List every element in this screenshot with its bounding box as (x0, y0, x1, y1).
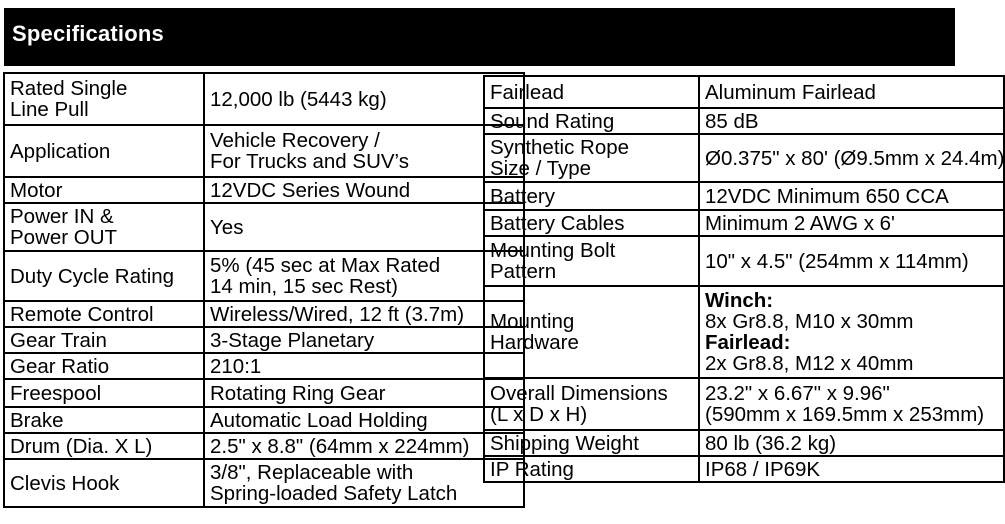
spec-value: Ø0.375" x 80' (Ø9.5mm x 24.4m) (705, 146, 1005, 170)
spec-row (484, 236, 1004, 286)
spec-label-cell (4, 327, 204, 353)
spec-value: Aluminum Fairlead (705, 80, 876, 104)
spec-value-cell (204, 379, 524, 407)
spec-label-cell (4, 433, 204, 459)
spec-label-cell (484, 236, 699, 286)
spec-label: Duty Cycle Rating (10, 264, 175, 288)
spec-value-subheading: Winch: (705, 289, 774, 312)
spec-row (4, 301, 524, 327)
spec-row (484, 134, 1004, 182)
spec-label: Sound Rating (490, 109, 615, 133)
spec-value-cell (204, 327, 524, 353)
left-spec-table (3, 72, 525, 508)
spec-label: Size / Type (490, 157, 592, 180)
spec-label: Power IN & (10, 205, 114, 228)
spec-row (4, 379, 524, 407)
spec-row (484, 456, 1004, 482)
spec-label-cell (4, 353, 204, 379)
spec-row (484, 286, 1004, 378)
spec-value-cell (699, 378, 1004, 430)
spec-row (4, 251, 524, 301)
spec-value: Minimum 2 AWG x 6' (705, 211, 895, 235)
spec-label: Synthetic Rope (490, 136, 630, 159)
spec-value-cell (699, 76, 1004, 108)
spec-label-cell (484, 108, 699, 134)
spec-value-cell (204, 459, 524, 507)
spec-value: (590mm x 169.5mm x 253mm) (705, 403, 985, 426)
spec-row (4, 73, 524, 125)
spec-label: Line Pull (10, 98, 89, 121)
spec-label: Gear Ratio (10, 354, 110, 378)
spec-label-cell (484, 182, 699, 210)
spec-label: Freespool (10, 381, 102, 405)
spec-label: Fairlead (490, 80, 565, 104)
spec-row (4, 353, 524, 379)
spec-label: Remote Control (10, 302, 154, 326)
spec-label: (L x D x H) (490, 403, 588, 426)
spec-label: Battery Cables (490, 211, 625, 235)
spec-value: 12VDC Minimum 650 CCA (705, 184, 949, 208)
spec-label-cell (484, 210, 699, 236)
spec-row (4, 203, 524, 251)
spec-row (4, 177, 524, 203)
spec-label-cell (4, 301, 204, 327)
spec-label-cell (4, 459, 204, 507)
spec-value-cell (204, 125, 524, 177)
spec-value: For Trucks and SUV’s (210, 150, 409, 173)
spec-value-cell (699, 210, 1004, 236)
spec-label-cell (484, 378, 699, 430)
spec-value: 80 lb (36.2 kg) (705, 431, 837, 455)
spec-value-cell (204, 407, 524, 433)
spec-label: Brake (10, 408, 64, 432)
spec-value: Vehicle Recovery / (210, 129, 380, 152)
spec-label-cell (4, 379, 204, 407)
spec-value: Rotating Ring Gear (210, 381, 386, 405)
spec-label-cell (4, 177, 204, 203)
spec-label: Battery (490, 184, 555, 208)
spec-value: 85 dB (705, 109, 759, 133)
spec-label-cell (484, 134, 699, 182)
spec-value: IP68 / IP69K (705, 457, 821, 481)
spec-row (4, 459, 524, 507)
spec-label-cell (4, 251, 204, 301)
spec-label: Rated Single (10, 77, 128, 100)
spec-value: 3/8", Replaceable with (210, 461, 414, 484)
spec-label: Pattern (490, 260, 557, 283)
spec-label-cell (484, 430, 699, 456)
spec-row (484, 210, 1004, 236)
spec-label: IP Rating (490, 457, 574, 481)
spec-row (4, 327, 524, 353)
spec-value: 3-Stage Planetary (210, 328, 375, 352)
spec-value: 2.5" x 8.8" (64mm x 224mm) (210, 434, 470, 458)
spec-label-cell (484, 286, 699, 378)
spec-label: Overall Dimensions (490, 382, 668, 405)
spec-value: Automatic Load Holding (210, 408, 428, 432)
spec-value-cell (699, 236, 1004, 286)
spec-value: 210:1 (210, 354, 262, 378)
spec-value-cell (204, 301, 524, 327)
spec-row (484, 76, 1004, 108)
spec-value-cell (204, 177, 524, 203)
spec-value-cell (204, 433, 524, 459)
specifications-header-bar (4, 8, 955, 66)
spec-value: 5% (45 sec at Max Rated (210, 254, 441, 277)
spec-value-cell (699, 134, 1004, 182)
spec-label: Application (10, 139, 111, 163)
spec-value-subheading: Fairlead: (705, 331, 791, 354)
spec-value-cell (699, 286, 1004, 378)
spec-label-cell (4, 125, 204, 177)
spec-value-cell (204, 353, 524, 379)
spec-row (484, 430, 1004, 456)
spec-value-cell (699, 182, 1004, 210)
spec-value: Wireless/Wired, 12 ft (3.7m) (210, 302, 465, 326)
spec-value-cell (699, 108, 1004, 134)
spec-value-cell (204, 203, 524, 251)
spec-row (484, 378, 1004, 430)
spec-label: Drum (Dia. X L) (10, 434, 153, 458)
spec-value: Yes (210, 215, 244, 239)
spec-label: Motor (10, 178, 63, 202)
right-spec-table (483, 75, 1005, 483)
spec-row (4, 433, 524, 459)
spec-value-cell (204, 251, 524, 301)
spec-value-cell (204, 73, 524, 125)
spec-label: Mounting Bolt (490, 239, 616, 262)
spec-value: 10" x 4.5" (254mm x 114mm) (705, 249, 969, 273)
spec-row (4, 125, 524, 177)
spec-row (484, 108, 1004, 134)
spec-label: Clevis Hook (10, 471, 120, 495)
spec-label-cell (484, 456, 699, 482)
spec-label-cell (484, 76, 699, 108)
spec-label: Shipping Weight (490, 431, 639, 455)
spec-value: 14 min, 15 sec Rest) (210, 275, 398, 298)
spec-value: 12VDC Series Wound (210, 178, 411, 202)
spec-row (4, 407, 524, 433)
spec-value: 8x Gr8.8, M10 x 30mm (705, 310, 914, 333)
spec-value: 23.2" x 6.67" x 9.96" (705, 382, 890, 405)
spec-value: 2x Gr8.8, M12 x 40mm (705, 352, 914, 375)
spec-label: Mounting (490, 310, 575, 333)
spec-label: Power OUT (10, 226, 118, 249)
spec-label: Hardware (490, 331, 579, 354)
spec-value-cell (699, 456, 1004, 482)
spec-label-cell (4, 203, 204, 251)
spec-value-cell (699, 430, 1004, 456)
right-spec-table-container (483, 75, 1005, 485)
spec-label-cell (4, 407, 204, 433)
spec-label: Gear Train (10, 328, 107, 352)
spec-row (484, 182, 1004, 210)
spec-value: 12,000 lb (5443 kg) (210, 87, 387, 111)
left-spec-table-container (3, 72, 486, 514)
spec-label-cell (4, 73, 204, 125)
page-title: Specifications (12, 21, 164, 46)
spec-value: Spring-loaded Safety Latch (210, 482, 458, 505)
